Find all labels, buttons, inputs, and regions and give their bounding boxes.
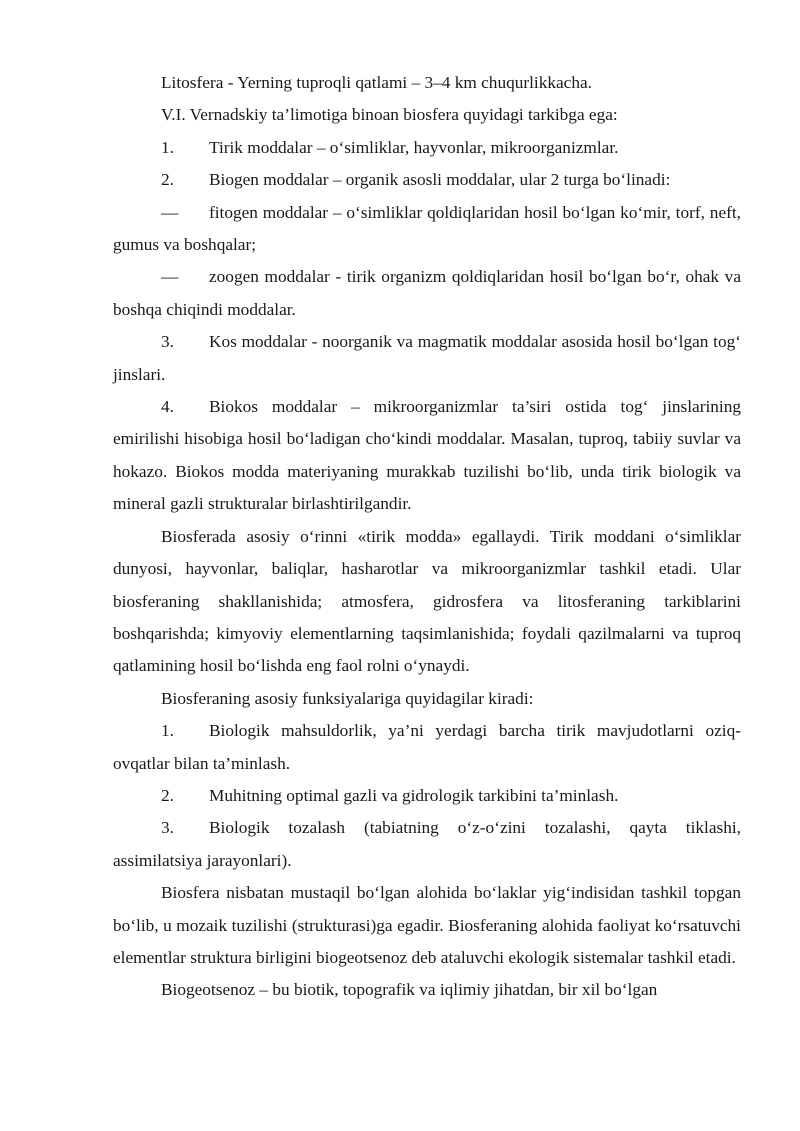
list-marker: 2. — [161, 785, 174, 805]
list-marker: 1. — [161, 721, 174, 741]
list-item-zoogenic — [113, 261, 741, 326]
dash-marker: — — [161, 267, 179, 287]
list-item-text: Biologik tozalash (tabiatning o‘z-o‘zini tozalashi, qayta tiklashi, assimilatsiya jarayonlari). — [113, 818, 741, 870]
list-marker: 3. — [161, 332, 174, 352]
list-item-text: Biologik mahsuldorlik, ya’ni yerdagi barcha tirik mavjudotlarni oziq-ovqatlar bilan ta’minlash. — [113, 721, 741, 773]
list-item-text: Biogen moddalar – organik asosli moddalar, ular 2 turga bo‘linadi: — [209, 170, 671, 190]
list-marker: 3. — [161, 818, 174, 838]
list-item-biological-cleaning — [113, 812, 741, 877]
list-marker: 4. — [161, 397, 174, 417]
paragraph-living-matter-role: Biosferada asosiy o‘rinni «tirik modda» egallaydi. Tirik moddani o‘simliklar dunyosi, hayvonlar, baliqlar, hasharotlar va mikroorganizmlar tashkil etadi. Ular biosferaning shakllanishida; atmosfera, gidrosfera va litosferaning tarkiblarini boshqarishda; kimyoviy elementlarning taqsimlanishida; foydali qazilmalarni va tuproq qatlamining hosil bo‘lishda eng faol rolni o‘ynaydi. — [113, 526, 741, 676]
paragraph-biogeocenosis: Biogeotsenoz – bu biotik, topografik va iqlimiy jihatdan, bir xil bo‘lgan — [161, 980, 658, 1000]
dash-marker: — — [161, 202, 179, 222]
list-item-phytogenic — [113, 197, 741, 262]
list-item-text: Kos moddalar - noorganik va magmatik moddalar asosida hosil bo‘lgan tog‘ jinslari. — [113, 332, 741, 384]
list-item-living-matter — [113, 132, 741, 164]
paragraph-lithosphere: Litosfera - Yerning tuproqli qatlami – 3–4 km chuqurlikkacha. — [161, 73, 592, 92]
document-page — [113, 67, 741, 1007]
list-item-text: Biokos moddalar – mikroorganizmlar ta’siri ostida tog‘ jinslarining emirilishi hisobiga hosil bo‘ladigan cho‘kindi moddalar. Masalan, tuproq, tabiiy suvlar va hokazo. Biokos modda materiyaning murakkab tuzilishi bo‘lib, unda tirik biologik va mineral gazli strukturalar birlashtirilgandir. — [113, 397, 741, 514]
list-marker: 1. — [161, 137, 174, 157]
list-item-productivity — [113, 715, 741, 780]
paragraph-vernadsky-intro: V.I. Vernadskiy ta’limotiga binoan biosfera quyidagi tarkibga ega: — [161, 105, 618, 125]
list-item-biogenic-matter — [113, 164, 741, 196]
list-item-bioinert-matter — [113, 391, 741, 521]
list-item-inert-matter — [113, 326, 741, 391]
paragraph-functions-intro: Biosferaning asosiy funksiyalariga quyidagilar kiradi: — [161, 688, 534, 708]
list-item-text: Muhitning optimal gazli va gidrologik tarkibini ta’minlash. — [209, 785, 619, 805]
list-marker: 2. — [161, 170, 174, 190]
list-item-gas-composition — [113, 780, 741, 812]
list-item-text: Tirik moddalar – o‘simliklar, hayvonlar, mikroorganizmlar. — [209, 137, 619, 157]
paragraph-mosaic-structure: Biosfera nisbatan mustaqil bo‘lgan alohida bo‘laklar yig‘indisidan tashkil topgan bo‘lib, u mozaik tuzilishi (strukturasi)ga egadir. Biosferaning alohida faoliyat ko‘rsatuvchi elementlar struktura birligini biogeotsenoz deb ataluvchi ekologik sistemalar tashkil etadi. — [113, 883, 741, 967]
list-item-text: fitogen moddalar – o‘simliklar qoldiqlaridan hosil bo‘lgan ko‘mir, torf, neft, gumus va boshqalar; — [113, 202, 741, 255]
list-item-text: zoogen moddalar - tirik organizm qoldiqlaridan hosil bo‘lgan bo‘r, ohak va boshqa chiqindi moddalar. — [113, 267, 741, 319]
